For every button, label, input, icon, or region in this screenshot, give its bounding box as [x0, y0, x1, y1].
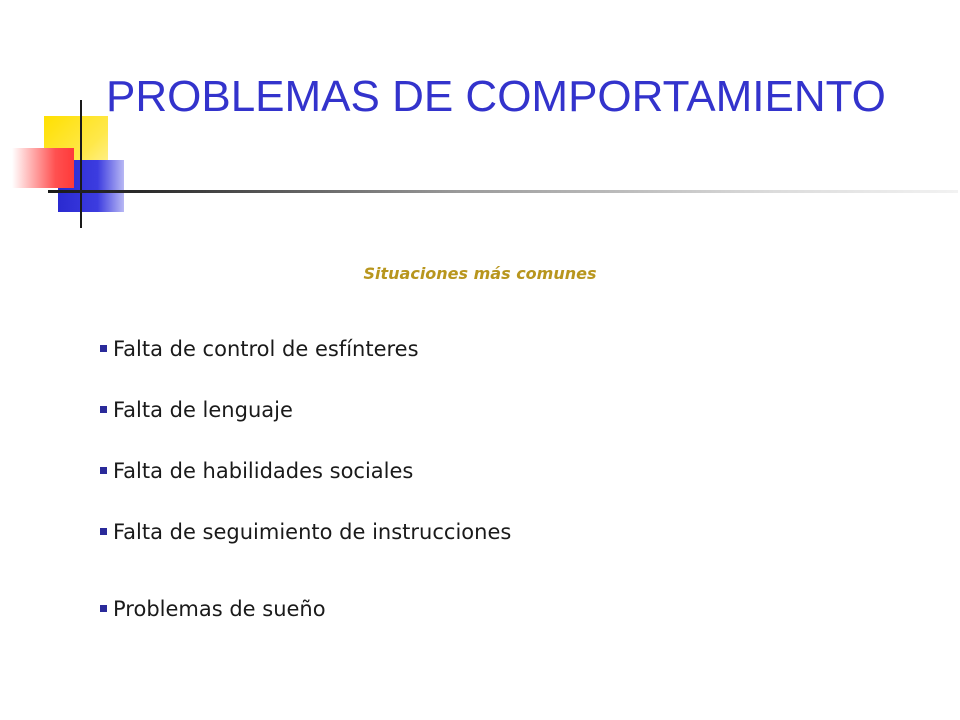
- list-item: [100, 520, 511, 544]
- square-bullet-icon: [100, 528, 107, 535]
- title-underline-rule: [48, 190, 958, 193]
- list-item: [100, 337, 419, 361]
- square-bullet-icon: [100, 467, 107, 474]
- slide-title: PROBLEMAS DE COMPORTAMIENTO: [106, 72, 886, 121]
- red-square-shape: [12, 148, 74, 188]
- list-item: [100, 398, 293, 422]
- list-item: [100, 597, 326, 621]
- list-item: [100, 459, 413, 483]
- square-bullet-icon: [100, 345, 107, 352]
- list-item-text: Falta de seguimiento de instrucciones: [113, 520, 512, 544]
- list-item-text: Falta de habilidades sociales: [113, 459, 414, 483]
- square-bullet-icon: [100, 605, 107, 612]
- vertical-rule: [80, 100, 82, 228]
- square-bullet-icon: [100, 406, 107, 413]
- list-item-text: Falta de lenguaje: [113, 398, 293, 422]
- list-item-text: Falta de control de esfínteres: [113, 337, 419, 361]
- slide-subtitle: Situaciones más comunes: [363, 264, 597, 283]
- list-item-text: Problemas de sueño: [113, 597, 326, 621]
